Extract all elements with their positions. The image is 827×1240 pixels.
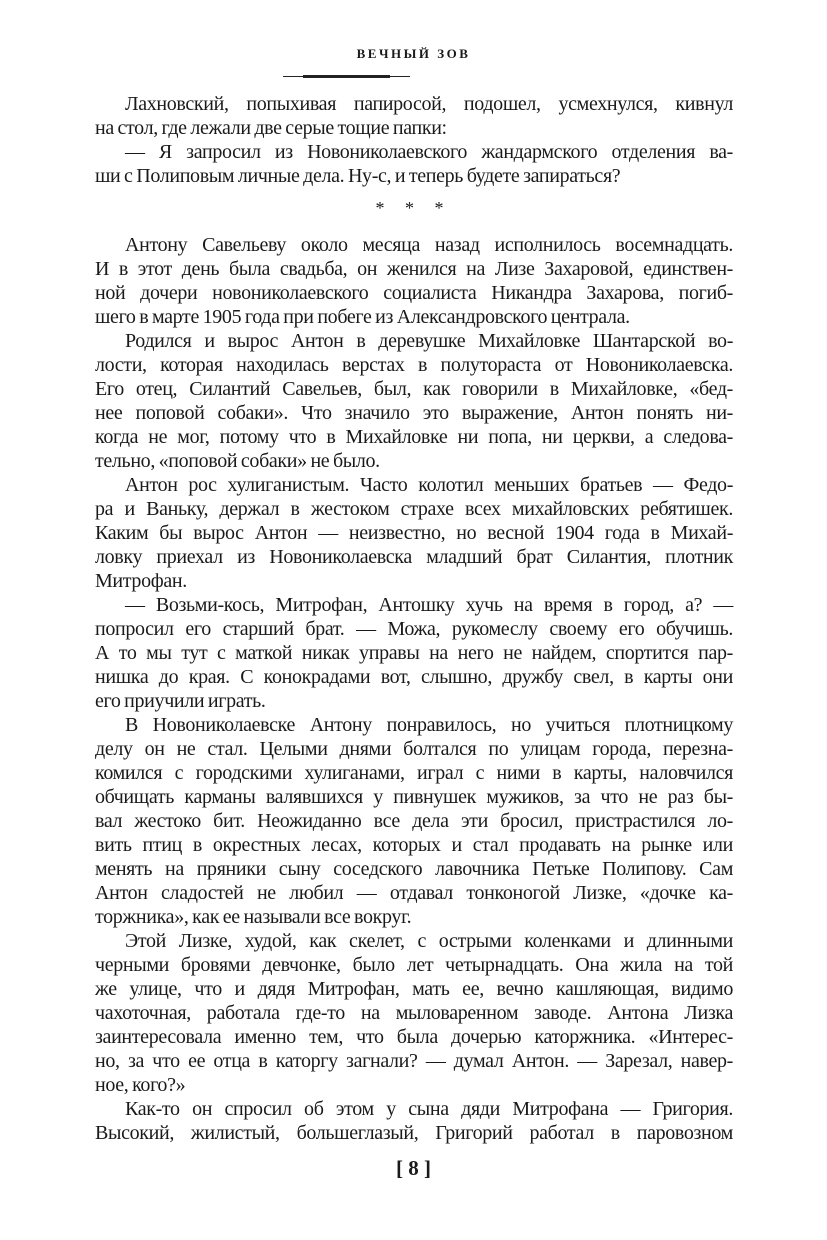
text-line: его приучили играть. xyxy=(95,690,266,712)
paragraph xyxy=(95,329,733,473)
text-line: же улице, что и дядя Митрофан, мать ее, вечно кашляющая, видимо xyxy=(95,978,733,1000)
text-line: Лахновский, попыхивая папиросой, подошел, усмехнулся, кивнул xyxy=(125,93,733,115)
text-block-main xyxy=(95,233,733,1145)
text-line: Антон рос хулиганистым. Часто колотил меньших братьев — Федо- xyxy=(125,474,733,496)
text-line: нее поповой собаки». Что значило это выражение, Антон понять ни- xyxy=(95,402,733,424)
text-line: Родился и вырос Антон в деревушке Михайловке Шантарской во- xyxy=(125,330,733,352)
text-line: но, за что ее отца в каторгу загнали? — думал Антон. — Зарезал, навер- xyxy=(95,1050,733,1072)
text-line: когда не мог, потому что в Михайловке ни попа, ни церкви, а следова- xyxy=(95,426,733,448)
text-line: — Я запросил из Новониколаевского жандармского отделения ва- xyxy=(125,141,733,163)
paragraph xyxy=(95,1097,733,1145)
text-line: Как-то он спросил об этом у сына дяди Митрофана — Григория. xyxy=(125,1098,733,1120)
text-line: делу он не стал. Целыми днями болтался по улицам города, перезна- xyxy=(95,738,733,760)
text-line: обчищать карманы валявшихся у пивнушек мужиков, за что не раз бы- xyxy=(95,786,733,808)
text-line: ное, кого?» xyxy=(95,1074,186,1096)
text-line: В Новониколаевске Антону понравилось, но учиться плотницкому xyxy=(125,714,733,736)
page-number: [ 8 ] xyxy=(396,1156,431,1180)
text-line: попросил его старший брат. — Можа, рукомеслу своему его обучишь. xyxy=(95,618,733,640)
paragraph xyxy=(95,233,733,329)
running-header: ВЕЧНЫЙ ЗОВ xyxy=(356,46,471,61)
text-line: на стол, где лежали две серые тощие папки: xyxy=(95,117,447,139)
paragraph xyxy=(95,713,733,929)
text-line: вал жестоко бит. Неожиданно все дела эти бросил, пристрастился ло- xyxy=(95,810,733,832)
text-line: Антону Савельеву около месяца назад исполнилось восемнадцать. xyxy=(125,234,733,256)
text-line: И в этот день была свадьба, он женился на Лизе Захаровой, единствен- xyxy=(95,258,733,280)
text-line: Митрофан. xyxy=(95,570,187,592)
text-line: Каким бы вырос Антон — неизвестно, но весной 1904 года в Михай- xyxy=(95,522,733,544)
text-line: ловку приехал из Новониколаевска младший брат Силантия, плотник xyxy=(95,546,733,568)
text-line: ной дочери новониколаевского социалиста Никандра Захарова, погиб- xyxy=(95,282,733,304)
text-line: Высокий, жилистый, большеглазый, Григорий работал в паровозном xyxy=(95,1122,733,1144)
paragraph xyxy=(95,473,733,593)
text-line: черными бровями девчонке, было лет четырнадцать. Она жила на той xyxy=(95,954,733,976)
text-line: нишка до края. С конокрадами вот, слышно, дружбу свел, в карты они xyxy=(95,666,733,688)
text-line: — Возьми-кось, Митрофан, Антошку хучь на время в город, а? — xyxy=(125,594,733,616)
text-line: тельно, «поповой собаки» не было. xyxy=(95,450,380,472)
section-separator: * * * xyxy=(375,198,452,218)
header-rule-accent xyxy=(303,75,390,78)
text-line: заинтересовала именно тем, что была дочерью каторжника. «Интерес- xyxy=(95,1026,733,1048)
text-line: Этой Лизке, худой, как скелет, с острыми коленками и длинными xyxy=(125,930,733,952)
text-line: шего в марте 1905 года при побеге из Александровского централа. xyxy=(95,306,630,328)
text-line: Антон сладостей не любил — отдавал тонконогой Лизке, «дочке ка- xyxy=(95,882,733,904)
text-line: вить птиц в окрестных лесах, которых и стал продавать на рынке или xyxy=(95,834,733,856)
text-line: А то мы тут с маткой никак управы на него не найдем, спортится пар- xyxy=(95,642,733,664)
paragraph xyxy=(95,929,733,1097)
text-line: лости, которая находилась верстах в полутораста от Новониколаевска. xyxy=(95,354,733,376)
paragraph xyxy=(95,92,733,140)
text-line: Его отец, Силантий Савельев, был, как говорили в Михайловке, «бед- xyxy=(95,378,733,400)
text-line: торжника», как ее называли все вокруг. xyxy=(95,906,412,928)
text-block-top xyxy=(95,92,733,188)
text-line: ра и Ваньку, держал в жестоком страхе всех михайловских ребятишек. xyxy=(95,498,733,520)
text-line: комился с городскими хулиганами, играл с ними в карты, наловчился xyxy=(95,762,733,784)
text-line: чахоточная, работала где-то на мыловаренном заводе. Антона Лизка xyxy=(95,1002,733,1024)
paragraph xyxy=(95,140,733,188)
paragraph xyxy=(95,593,733,713)
text-line: ши с Полиповым личные дела. Ну-с, и теперь будете запираться? xyxy=(95,165,621,187)
text-line: менять на пряники сыну соседского лавочника Петьке Полипову. Сам xyxy=(95,858,733,880)
